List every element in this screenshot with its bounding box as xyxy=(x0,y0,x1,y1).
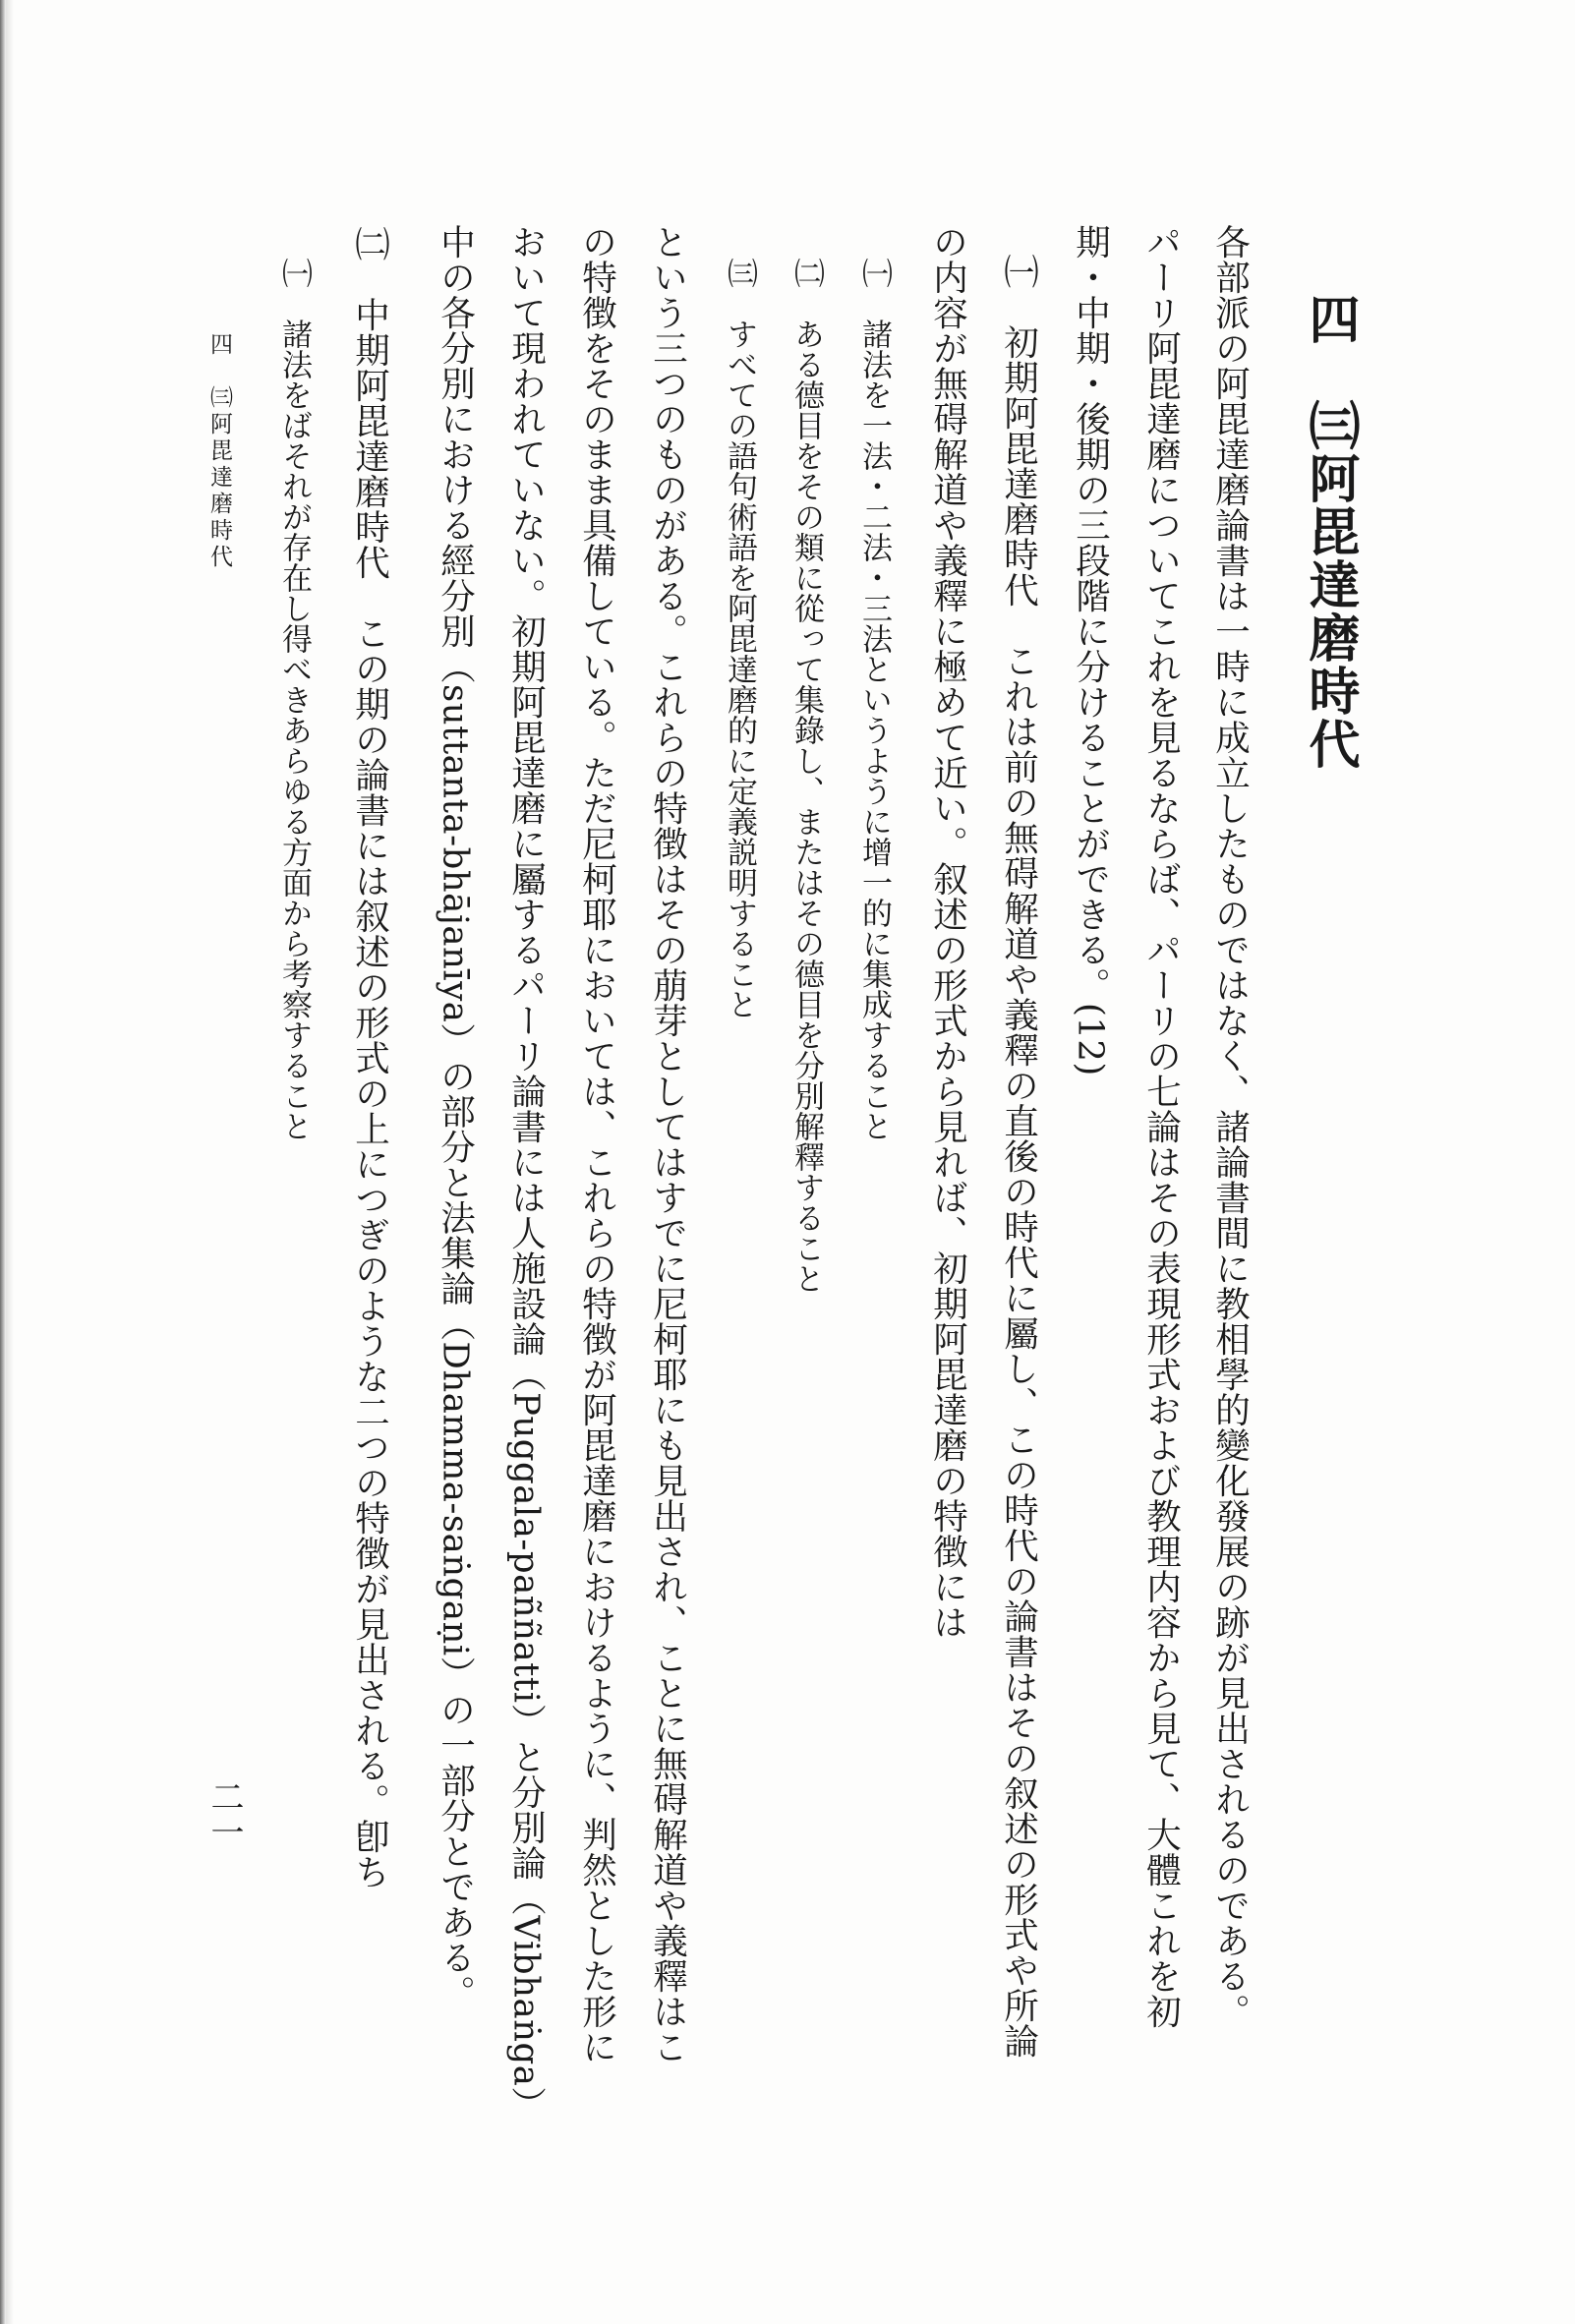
text-column: の内容が無碍解道や義釋に極めて近い。叙述の形式から見れば、初期阿毘達磨の特徴には xyxy=(927,224,968,1640)
running-header: 四 ㈢阿毘達磨時代 xyxy=(206,332,232,571)
text-column: という三つのものがある。これらの特徴はその萠芽としてはすでに尼柯耶にも見出され、ことに無碍解道や義釋はこ xyxy=(647,224,688,2064)
text-column: 各部派の阿毘達磨論書は一時に成立したものではなく、諸論書間に教相學的變化發展の跡が見出されるのである。 xyxy=(1209,224,1251,2029)
list-item: ㈢ すべての語句術語を阿毘達磨的に定義説明すること xyxy=(722,258,757,1019)
list-item: ㈠ 諸法をばそれが存在し得べきあらゆる方面から考察すること xyxy=(276,258,312,1141)
text-column: パーリ阿毘達磨についてこれを見るならば、パーリの七論はその表現形式および教理内容から見て、大體これを初 xyxy=(1140,224,1182,2029)
text-column: ㈡ 中期阿毘達磨時代 この期の論書には叙述の形式の上につぎのような二つの特徴が見出される。卽ち xyxy=(349,226,390,1889)
text-column: ㈠ 初期阿毘達磨時代 これは前の無碍解道や義釋の直後の時代に屬し、この時代の論書はその叙述の形式や所論 xyxy=(998,254,1039,2059)
text-column: 期・中期・後期の三段階に分けることができる。(12) xyxy=(1070,224,1111,1076)
section-title: 四 ㈢阿毘達磨時代 xyxy=(1300,293,1360,771)
page-number: 二一 xyxy=(204,1779,244,1850)
binding-shadow xyxy=(6,0,14,2324)
list-item: ㈠ 諸法を一法・二法・三法というように增一的に集成すること xyxy=(856,258,892,1141)
text-column: おいて現われていない。初期阿毘達磨に屬するパーリ論書には人施設論（Puggala-paññatti）と分別論（Vibhaṅga） xyxy=(505,224,547,2122)
text-column: の特徴をそのまま具備している。ただ尼柯耶においては、これらの特徴が阿毘達磨におけるように、判然とした形に xyxy=(576,224,617,2064)
text-column: 中の各分別における經分別（suttanta-bhājanīya）の部分と法集論（Dhamma-saṅgaṇi）の一部分とである。 xyxy=(435,224,476,2010)
list-item: ㈡ ある德目をその類に從って集錄し、またはその德目を分別解釋すること xyxy=(788,258,824,1294)
